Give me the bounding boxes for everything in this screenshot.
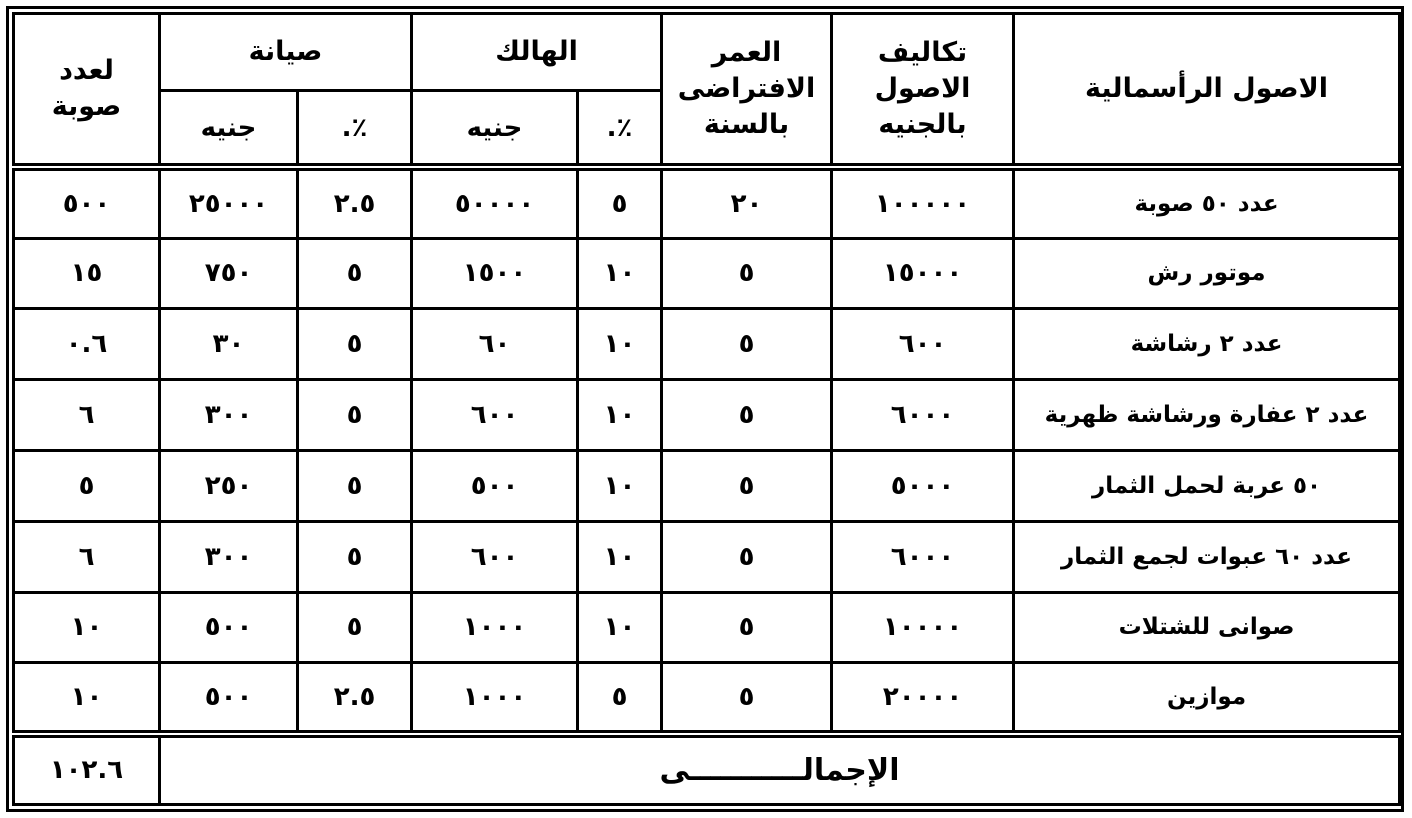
per-greenhouse: ٠.٦ <box>14 309 160 380</box>
dep-percent: ١٠ <box>578 309 662 380</box>
mnt-value: ٢٥٠ <box>160 450 298 521</box>
mnt-value: ٥٠٠ <box>160 663 298 734</box>
dep-value: ٥٠٠ <box>412 450 578 521</box>
dep-value: ٦٠٠ <box>412 380 578 451</box>
asset-life: ٥ <box>662 592 832 663</box>
asset-life: ٥ <box>662 309 832 380</box>
per-greenhouse: ٦ <box>14 521 160 592</box>
asset-name: موتور رش <box>1014 238 1400 309</box>
mnt-percent: ٥ <box>298 238 412 309</box>
table-row <box>14 663 1400 734</box>
asset-life: ٥ <box>662 521 832 592</box>
mnt-value: ٣٠ <box>160 309 298 380</box>
asset-cost: ٥٠٠٠ <box>832 450 1014 521</box>
dep-value: ١٠٠٠ <box>412 592 578 663</box>
mnt-percent: ٥ <box>298 592 412 663</box>
per-greenhouse: ٥ <box>14 450 160 521</box>
asset-life: ٥ <box>662 663 832 734</box>
asset-cost: ١٠٠٠٠٠ <box>832 167 1014 238</box>
asset-life: ٥ <box>662 238 832 309</box>
dep-percent: ١٠ <box>578 450 662 521</box>
asset-life: ٥ <box>662 380 832 451</box>
mnt-value: ٧٥٠ <box>160 238 298 309</box>
header-depreciation: الهالك <box>412 14 662 91</box>
asset-cost: ١٠٠٠٠ <box>832 592 1014 663</box>
asset-name: عدد ٥٠ صوبة <box>1014 167 1400 238</box>
mnt-value: ٢٥٠٠٠ <box>160 167 298 238</box>
dep-percent: ٥ <box>578 663 662 734</box>
dep-value: ٦٠ <box>412 309 578 380</box>
header-dep-percent: ٪. <box>578 90 662 167</box>
total-value: ١٠٢.٦ <box>14 734 160 805</box>
header-row-1 <box>14 14 1400 91</box>
header-maintenance: صيانة <box>160 14 412 91</box>
per-greenhouse: ٦ <box>14 380 160 451</box>
mnt-value: ٥٠٠ <box>160 592 298 663</box>
asset-cost: ٦٠٠٠ <box>832 521 1014 592</box>
per-greenhouse: ١٠ <box>14 663 160 734</box>
total-label: الإجمالـــــــــــى <box>160 734 1400 805</box>
table-row <box>14 380 1400 451</box>
dep-value: ٥٠٠٠٠ <box>412 167 578 238</box>
per-greenhouse: ٥٠٠ <box>14 167 160 238</box>
mnt-percent: ٥ <box>298 309 412 380</box>
dep-value: ٦٠٠ <box>412 521 578 592</box>
asset-life: ٢٠ <box>662 167 832 238</box>
mnt-percent: ٥ <box>298 450 412 521</box>
mnt-percent: ٥ <box>298 521 412 592</box>
dep-percent: ١٠ <box>578 238 662 309</box>
mnt-percent: ٢.٥ <box>298 663 412 734</box>
asset-cost: ٦٠٠٠ <box>832 380 1014 451</box>
header-dep-pound: جنيه <box>412 90 578 167</box>
asset-name: عدد ٢ عفارة ورشاشة ظهرية <box>1014 380 1400 451</box>
per-greenhouse: ١٠ <box>14 592 160 663</box>
dep-percent: ١٠ <box>578 592 662 663</box>
dep-percent: ١٠ <box>578 521 662 592</box>
header-per-greenhouse: لعدد صوبة <box>14 14 160 168</box>
table-row <box>14 592 1400 663</box>
table-row <box>14 309 1400 380</box>
mnt-value: ٣٠٠ <box>160 380 298 451</box>
asset-name: عدد ٢ رشاشة <box>1014 309 1400 380</box>
asset-cost: ٦٠٠ <box>832 309 1014 380</box>
dep-value: ١٥٠٠ <box>412 238 578 309</box>
asset-name: صوانى للشتلات <box>1014 592 1400 663</box>
asset-cost: ٢٠٠٠٠ <box>832 663 1014 734</box>
header-mnt-percent: ٪. <box>298 90 412 167</box>
total-row <box>14 734 1400 805</box>
capital-assets-table <box>12 12 1401 806</box>
per-greenhouse: ١٥ <box>14 238 160 309</box>
mnt-percent: ٥ <box>298 380 412 451</box>
asset-name: عدد ٦٠ عبوات لجمع الثمار <box>1014 521 1400 592</box>
header-assets: الاصول الرأسمالية <box>1014 14 1400 168</box>
table-row <box>14 450 1400 521</box>
header-life: العمر الافتراضى بالسنة <box>662 14 832 168</box>
header-cost: تكاليف الاصول بالجنيه <box>832 14 1014 168</box>
dep-percent: ١٠ <box>578 380 662 451</box>
mnt-value: ٣٠٠ <box>160 521 298 592</box>
dep-percent: ٥ <box>578 167 662 238</box>
asset-name: موازين <box>1014 663 1400 734</box>
asset-cost: ١٥٠٠٠ <box>832 238 1014 309</box>
dep-value: ١٠٠٠ <box>412 663 578 734</box>
table-row <box>14 521 1400 592</box>
header-mnt-pound: جنيه <box>160 90 298 167</box>
mnt-percent: ٢.٥ <box>298 167 412 238</box>
asset-life: ٥ <box>662 450 832 521</box>
table-row <box>14 167 1400 238</box>
asset-name: ٥٠ عربة لحمل الثمار <box>1014 450 1400 521</box>
table-row <box>14 238 1400 309</box>
